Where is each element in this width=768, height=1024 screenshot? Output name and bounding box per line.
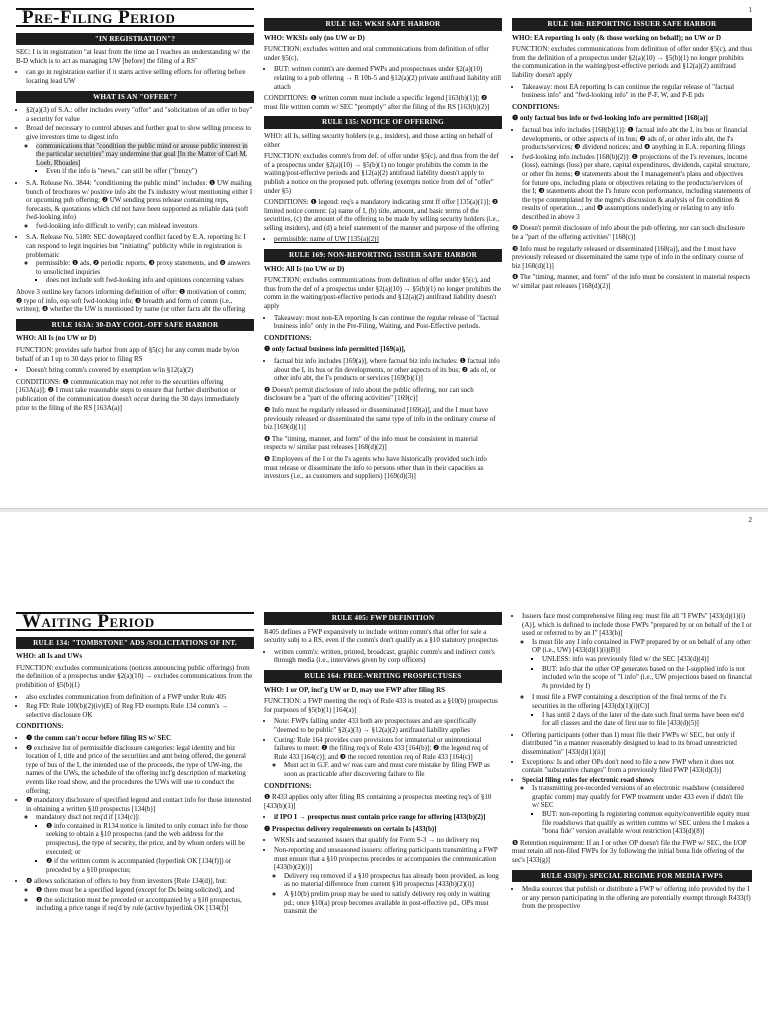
list-item: ◦ Must act in G.F. and w/ reas care and must cure mistake by filing FWP as soon as practicable after discovering failure to file	[284, 761, 502, 778]
section-heading-rule-163: RULE 163: WKSI SAFE HARBOR	[264, 18, 502, 31]
page-title: Pre-Filing Period	[16, 8, 254, 27]
section-heading-rule-169: RULE 169: NON-REPORTING ISSUER SAFE HARBOR	[264, 249, 502, 262]
rule-135-conditions: CONDITIONS: ❶ legend: req's a mandatory indicating stmt ff offer [135(a)(1)]; ❷ limited notice content: (a) name of I, (b) title, amount, and basic terms of the securities, (c) the amount of the offering to be made by selling security holders (i.e., selling insiders), and (d) a brief statement of the manner and purpose of the offering	[264, 198, 500, 232]
in-registration-list	[16, 68, 254, 85]
rule-169-condition-5: ❺ Employees of the I or the I's agents who have historically provided such info must release or disseminate the info to persons other than in their capacities as investors (i.e., as customers and suppliers) [169(d)(3)]	[264, 454, 487, 481]
list-item: • Special filing rules for electronic road shows ◦ Is transmitting pre-recorded versions of an electronic roadshow (considered graphic comm) may qualify for FWP treatment under 433 even if didn't file w/ SEC ▪ BUT: non-reporting Is registering common equity/convertible equity must file roadshows that qualify as written comms w/ SEC unless the I makes a "bona fide" version available w/out restriction [433(d)(8)]	[522, 776, 752, 836]
page1-column-3	[512, 18, 752, 294]
list-item: • BUT: written comm's are deemed FWPs and prospectuses under §2(a)(10) relating to a pub offering → R 10b-5 and §12(a)(2) private antifraud liability still attach	[274, 65, 502, 91]
list-item: ◦ ❶ there must be a specified legend (except for Ds being solicited), and	[36, 886, 254, 895]
list-item: • also excludes communication from definition of a FWP under Rule 405	[26, 693, 254, 702]
section-heading-rule-168: RULE 168: REPORTING ISSUER SAFE HARBOR	[512, 18, 752, 31]
offer-factors-text: Above 3 outline key factors informing definition of offer: ❶ motivation of comm; ❷ type of info, esp soft fwd-looking info; ❸ breadth and form of comm (i.e., written); ❹ whether the UW is mentioned by name (or other facts abt the offering	[16, 288, 247, 314]
rule-163a-function: FUNCTION: provides safe harbor from app of §5(c) for any comm made by/on behalf of an I up to 30 days prior to filing RS	[16, 346, 240, 363]
list-item: • if IPO I → prospectus must contain price range for offering [433(b)(2)]	[274, 813, 502, 822]
list-item: • Offering participants (other than I) must file their FWPs w/ SEC, but only if distributed "in a manner reasonably designed to lead to its broad unrestricted dissemination" [433(d)(1)(ii)]	[522, 731, 752, 757]
list-item: • Broad def necessary to control abuses and further goal to slow selling process to give investors time to digest info ◦ communications that "condition the public mind or arouse public interest in the particular securities" may undermine that goal [In the Matter of Carl M. Loeb, Rhoades] ▪ Even if the info is "news," can still be offer ("frenzy")	[26, 124, 254, 176]
list-item: ◦ permissible: ❶ ads, ❷ periodic reports, ❸ proxy statements, and ❹ answers to unsolicited inquiries ▪ does not include soft fwd-looking info and opinions concerning values	[36, 259, 254, 285]
list-item: ▪ UNLESS: info was previously filed w/ the SEC [433(d)(4)]	[542, 655, 752, 664]
list-item: ◦ ❷ the solicitation must be preceded or accompanied by a §10 prospectus, including a price range if req'd by rule (active hyperlink OK [134(f)]	[36, 896, 254, 913]
list-item: ◦ I must file a FWP containing a description of the final terms of the I's securities in the offering [433(d)(1)(i)(C)] ▪ I has until 2 days of the later of the date such final terms have been est'd for all classes and the date of first use to file [433(d)(5)]	[532, 693, 752, 727]
list-item: • factual biz info includes [169(a)], where factual biz info includes: ❶ factual info about the I, its bus or fin developments, or other aspects of its bus; ❷ ads of, or other info abt, the I's products or services [169(b)(1)]	[274, 357, 502, 383]
section-heading-rule-134: RULE 134: "TOMBSTONE" ADS /SOLICITATIONS OF INT.	[16, 637, 254, 650]
page2-column-1	[16, 612, 254, 916]
rule-405-text: R405 defines a FWP expansively to include written comm's that offer for sale a security subj to a RS, even if the comm's don't qualify as a §10 statutory prospectus	[264, 627, 498, 645]
section-heading-rule-405: RULE 405: FWP DEFINITION	[264, 612, 502, 625]
rule-164-conditions-label: CONDITIONS:	[264, 781, 312, 790]
list-item: • Takeaway: most EA reporting Is can continue the regular release of "factual business info" and "fwd-looking info" in the P-F, W, and P-E pds	[522, 83, 752, 100]
list-item: • Note: FWPs falling under 433 both are prospectuses and are specifically "deemed to be public" §2(a)(3) → §12(a)(2) antifraud liability applies	[274, 717, 502, 734]
list-item: • Media sources that publish or distribute a FWP w/ offering info provided by the I or any person participating in the offering are potentially exempt through R433(f) from the prospective	[522, 885, 752, 911]
rule-164-condition-1: ❶ R433 applies only after filing RS containing a prospectus meeting req's of §10 [433(b)(1)]	[264, 793, 492, 810]
list-item: • ❶ the comm can't occur before filing RS w/ SEC	[26, 734, 254, 743]
rule-164-who: WHO: I or OP, incl'g UW or D, may use FWP after filing RS	[264, 685, 446, 694]
list-item: ▪ I has until 2 days of the later of the date such final terms have been est'd for all classes and the date of first use to file [433(d)(5)]	[542, 711, 752, 728]
rule-169-condition-3: ❸ Info must be regularly released or disseminated [169(a)], and the I must have previously released or disseminated the same type of info in the ordinary course of biz [169(d)(1)]	[264, 405, 496, 432]
list-item: ◦ mandatory discl not req'd if [134(c)]: ▪ ❶ info contained in R134 notice is limited to only contact info for those seeking to obtain a §10 prospectus (and the web address for the prospectus), the type of security, the price, and by whom orders will be executed; or ▪ ❷ if the written comm is accompanied (hyperlink OK [134(f)]) or preceded by a §10 prospectus;	[36, 813, 254, 874]
list-item: • Doesn't bring comm's covered by exemption w/in §12(a)(2)	[26, 366, 254, 375]
list-item: • Issuers face most comprehensive filing req: must file all "I FWPs" [433(d)(1)(i)(A)], which is defined to include those FWPs "prepared by or on behalf of the I or used or referred to by an I" [433(h)] ◦ Is must file any I info contained in FWP prepared by or on behalf of any other OP (i.e., UW) [433(d)(1)(i)(B)] ▪ UNLESS: info was previously filed w/ the SEC [433(d)(4)] ▪ BUT: info that the other OP generates based on the I-supplied info is not included w/in the scope of "I info" (i.e., UW projections based on financial #s provided by I) ◦ I must file a FWP containing a description of the final terms of the I's securities in the offering [433(d)(1)(i)(C)] ▪ I has until 2 days of the later of the date such final terms have been est'd for all classes and the date of first use to file [433(d)(5)]	[522, 612, 752, 728]
rule-169-condition-2: ❷ Doesn't permit disclosure of info about the public offering, nor can such disclosure be a "part of the offering activities" [169(c)]	[264, 385, 474, 403]
rule-169-conditions-label: CONDITIONS:	[264, 333, 312, 342]
rule-168-condition-3: ❸ Info must be regularly released or disseminated [168(a)], and the I must have previously released or disseminated the same type of info in the ordinary course of biz [168(d)(1)]	[512, 244, 744, 270]
list-item: • Non-reporting and unseasoned issuers: offering participants transmitting a FWP must ensure that a §10 prospectus precedes or accompanies the communication [433(b)(2)(i)] ◦ Delivery req removed if a §10 prospectus has already been provided, as long as no material difference from current §10 prospectus [433(b)(2)(i)] ◦ A §10(b) prelim prosp may be used to satisfy delivery req only in waiting pd.; once §10(a) prosp becomes available in post-effective pd., OPs must transmit the	[274, 846, 502, 916]
list-item: ◦ fwd-looking info difficult to verify; can mislead investors	[36, 222, 254, 231]
rule-168-function: FUNCTION: excludes communications from definition of offer under §5(c), and thus from the definition of a prospectus under §2(a)(10) → §5(b)(1) no longer prohibits the communication in the waiting/post-effective periods and §12(a)(2) antifraud liability doesn't apply	[512, 45, 752, 79]
section-heading-in-registration: "IN REGISTRATION"?	[16, 33, 254, 46]
list-item: ▪ BUT: non-reporting Is registering common equity/convertible equity must file roadshows that qualify as written comms w/ SEC unless the I makes a "bona fide" version available w/out restriction [433(d)(8)]	[542, 810, 752, 836]
section-heading-rule-163a: RULE 163A: 30-DAY COOL-OFF SAFE HARBOR	[16, 319, 254, 332]
rule-135-function: FUNCTION: excludes comm's from def. of offer under §5(c), and thus from the def of a prospectus under §2(a)(10) → §5(b)(1) no longer prohibits the comm in the waiting/post-effective periods and §12(a)(2) antifraud liability doesn't apply to publish a notice on the proposed pub. offering (exempts notice from def of "offer" under §5)	[264, 152, 499, 195]
rule-168-condition-2: ❷ Doesn't permit disclosure of info about the pub offering, nor can such disclosure be a "part of the offering activities" [168(c)]	[512, 224, 745, 242]
list-item: • S.A. Release No. 5180: SEC downplayed conflict faced by E.A. reporting Is: I can respond to legit inquiries but "initiating" publicity while in registration is problematic ◦ permissible: ❶ ads, ❷ periodic reports, ❸ proxy statements, and ❹ answers to unsolicited inquiries ▪ does not include soft fwd-looking info and opinions concerning values	[26, 233, 254, 285]
rule-168-condition-4: ❹ The "timing, manner, and form" of the info must be consistent in material respects w/ similar past releases [168(d)(2)]	[512, 273, 751, 291]
list-item: • Exceptions: Is and other OPs don't need to file a new FWP when it does not contain "substantive changes" from a previously filed FWP [433(d)(3)]	[522, 758, 752, 775]
page-number: 1	[748, 6, 752, 14]
list-item: • Takeaway: most non-EA reporting Is can continue the regular release of "factual business info" only in the Pre-Filing, Waiting, and Post-Effective periods.	[274, 314, 502, 331]
list-item: • Curing: Rule 164 provides cure provisions for immaterial or unintentional failures to meet: ❶ the filing req's of Rule 433 [164(b)]; ❷ the legend req of Rule 433 [164(c)]; and ❸ the record retention req of Rule 433 [164(c)] ◦ Must act in G.F. and w/ reas care and must cure mistake by filing FWP as soon as practicable after discovering failure to file	[274, 736, 502, 779]
rule-169-who: WHO: All Is (no UW or D)	[264, 264, 345, 273]
list-item: ◦ communications that "condition the public mind or arouse public interest in the particular securities" may undermine that goal [In the Matter of Carl M. Loeb, Rhoades] ▪ Even if the info is "news," can still be offer ("frenzy")	[36, 142, 254, 176]
list-item: ◦ A §10(b) prelim prosp may be used to satisfy delivery req only in waiting pd.; once §10(a) prosp becomes available in post-effective pd., OPs must transmit the	[284, 890, 502, 916]
list-item: ◦ Delivery req removed if a §10 prospectus has already been provided, as long as no material difference from current §10 prospectus [433(b)(2)(i)]	[284, 872, 502, 889]
list-item: ◦ Is transmitting pre-recorded versions of an electronic roadshow (considered graphic comm) may qualify for FWP treatment under 433 even if didn't file w/ SEC ▪ BUT: non-reporting Is registering common equity/convertible equity must file roadshows that qualify as written comms w/ SEC unless the I makes a "bona fide" version available w/out restriction [433(d)(8)]	[532, 784, 752, 836]
list-item: ▪ ❶ info contained in R134 notice is limited to only contact info for those seeking to obtain a §10 prospectus (and the web address for the prospectus), the type of security, the price, and by whom orders will be executed; or	[46, 822, 254, 856]
rule-169-condition-1: ❶ only factual business info permitted [169(a)],	[264, 345, 406, 354]
rule-163-function: FUNCTION: excludes written and oral communications from definition of offer under §5(c),	[264, 45, 489, 62]
rule-168-condition-1: ❶ only factual bus info or fwd-looking info are permitted [168(a)]	[512, 114, 708, 123]
rule-134-conditions-label: CONDITIONS:	[16, 722, 64, 731]
rule-164-condition-2: ❷ Prospectus delivery requirements on certain Is [433(b)]	[264, 824, 437, 833]
rule-135-who: WHO: all Is, selling security holders (e.g., insiders), and those acting on behalf of either	[264, 131, 493, 149]
section-heading-rule-164: RULE 164: FREE-WRITING PROSPECTUSES	[264, 670, 502, 683]
page2-column-2	[264, 612, 502, 919]
page-2	[0, 512, 768, 1024]
page-number: 2	[748, 516, 752, 524]
page-title: Waiting Period	[16, 612, 254, 631]
rule-163-conditions: CONDITIONS: ❶ written comm must include a specific legend [163(b)(1)]; ❷ must file written comm w/ SEC "promptly" after the filing of the RS [163(b)(2)]	[264, 94, 490, 111]
list-item: • §2(a)(3) of S.A.: offer includes every "offer" and "solicitation of an offer to buy" a security for value	[26, 106, 254, 123]
offer-list	[16, 106, 254, 285]
list-item: • S.A. Release No. 3844: "conditioning the public mind" includes: ❶ UW mailing bunch of brochures w/ positive info abt the I's industry w/out mentioning either I or upcoming pub offering; ❷ UW sending press release containing reps, forecasts, & quotations which cld not have been supported as reliable data (soft fwd-looking info) ◦ fwd-looking info difficult to verify; can mislead investors	[26, 179, 254, 231]
list-item: ▪ ❷ if the written comm is accompanied (hyperlink OK [134(f)]) or preceded by a §10 prospectus;	[46, 857, 254, 874]
list-item: ▪ does not include soft fwd-looking info and opinions concerning values	[46, 276, 254, 285]
page1-column-1	[16, 8, 254, 415]
page2-column-3	[512, 612, 752, 914]
list-item: • can go in registration earlier if it starts active selling efforts for offering before locating lead UW	[26, 68, 254, 85]
list-item: ▪ BUT: info that the other OP generates based on the I-supplied info is not included w/in the scope of "I info" (i.e., UW projections based on financial #s provided by I)	[542, 665, 752, 691]
list-item: • ❸ mandatory disclosure of specified legend and contact info for those interested in obtaining a written §10 prospectus [134(b)] ◦ mandatory discl not req'd if [134(c)]: ▪ ❶ info contained in R134 notice is limited to only contact info for those seeking to obtain a §10 prospectus (and the web address for the prospectus), the type of security, the price, and by whom orders will be executed; or ▪ ❷ if the written comm is accompanied (hyperlink OK [134(f)]) or preceded by a §10 prospectus;	[26, 796, 254, 874]
rule-169-condition-4: ❹ The "timing, manner, and form" of the info must be consistent in material respects w/ similar past releases [168(d)(2)]	[264, 434, 478, 452]
page1-column-2	[264, 18, 502, 484]
list-item: ▪ Even if the info is "news," can still be offer ("frenzy")	[46, 167, 254, 176]
list-item: • permissible: name of UW [135(a)(2)]	[274, 235, 502, 244]
rule-164-function: FUNCTION: a FWP meeting the req's of Rule 433 is treated as a §10(b) prospectus for purposes of §5(b)(1) [164(a)]	[264, 697, 498, 714]
rule-163a-who: WHO: All Is (no UW or D)	[16, 334, 97, 343]
rule-134-who: WHO: all Is and UWs	[16, 652, 83, 661]
list-item: • Reg FD: Rule 100(b)(2)(iv)(E) of Reg FD exempts Rule 134 comm's → selective disclosure OK	[26, 702, 254, 719]
list-item: • ❹ allows solicitation of offers to buy from investors [Rule 134(d)], but: ◦ ❶ there must be a specified legend (except for Ds being solicited), and ◦ ❷ the solicitation must be preceded or accompanied by a §10 prospectus, including a price range if req'd by rule (active hyperlink OK [134(f)]	[26, 877, 254, 912]
rule-168-conditions-label: CONDITIONS:	[512, 102, 560, 111]
section-heading-offer: WHAT IS AN "OFFER"?	[16, 91, 254, 104]
rule-134-function: FUNCTION: excludes communications (notices announcing public offerings) from the definition of a prospectus under §2(a)(10) → excludes communications from the prohibition of §5(b)(1)	[16, 663, 253, 689]
section-heading-rule-433f: RULE 433(F): SPECIAL REGIME FOR MEDIA FWPS	[512, 870, 752, 883]
list-item: • WKSIs and seasoned issuers that qualify for Form S-3 → no delivery req	[274, 836, 502, 845]
section-heading-rule-135: RULE 135: NOTICE OF OFFERING	[264, 116, 502, 129]
list-item: • factual bus info includes [168(b)(1)]: ❶ factual info abt the I, its bus or financial developments, or other aspects of its bus; ❷ ads of, or other info abt, the I's products/services; ❸ dividend notices; and ❹ anything in E.A. reporting filings	[522, 126, 752, 152]
rule-163-who: WHO: WKSIs only (no UW or D)	[264, 33, 365, 42]
list-item: • fwd-looking info includes [168(b)(2)]: ❶ projections of the I's revenues, income (loss), earnings (loss) per share, capital expenditures, dividends, capital structure, or other fin items; ❷ statements about the I management's plans and objectives for future ops, including plans or objectives relating to the products/services of the I; ❸ statements about the I's future econ performance, including statements of the type contemplated by the mgmt's discussion & analysis of fin condition & results of operation...; and ❹ assumptions underlying or relating to any info described in above 3	[522, 153, 752, 222]
in-registration-text: SEC: I is in registration "at least from the time an I reaches an understanding w/ the B-D which is to act as managing UW [before] the filing of a RS"	[16, 48, 251, 65]
list-item: • written comm's: written, printed, broadcast, graphic comm's and indirect com's through media (i.e., interviews given by corp officers)	[274, 648, 502, 665]
list-item: ◦ Is must file any I info contained in FWP prepared by or on behalf of any other OP (i.e., UW) [433(d)(1)(i)(B)] ▪ UNLESS: info was previously filed w/ the SEC [433(d)(4)] ▪ BUT: info that the other OP generates based on the I-supplied info is not included w/in the scope of "I info" (i.e., UW projections based on financial #s provided by I)	[532, 638, 752, 691]
list-item: • ❷ exclusive list of permissible disclosure categories: legal identity and biz location of I, title and price of the securities and amt being offered, the general type of bus of the I, the intended use of the proceeds, the type of UW-ing, the names of the UWs, the schedule of the offering incl'g description of marketing events like road show, and the procedures the UWs will use to conduct the offering;	[26, 744, 254, 796]
rule-169-function: FUNCTION: excludes communications from definition of offer under §5(c), and thus from the def of a prospectus under §2(a)(10) → §5(b)(1) no longer prohibits the comm in the waiting/post-effective periods and §12(a)(2) antifraud liability doesn't apply	[264, 276, 502, 311]
rule-168-who: WHO: EA reporting Is only (& those working on behalf); no UW or D	[512, 33, 722, 42]
rule-163a-conditions: CONDITIONS: ❶ communication may not refer to the securities offering [163A(a)]; ❷ I must take reasonable steps to ensure that further distribution or publication of the communication doesn't occur during the 30 days immediately prior to the filing of the RS [163A(a)]	[16, 377, 240, 412]
retention-requirement: ❺ Retention requirement: If an I or other OP doesn't file the FWP w/ SEC, the I/OP must retain all non-filed FWPs for 3y following the initial bona fide offering of the sec's [433(g)]	[512, 838, 747, 865]
